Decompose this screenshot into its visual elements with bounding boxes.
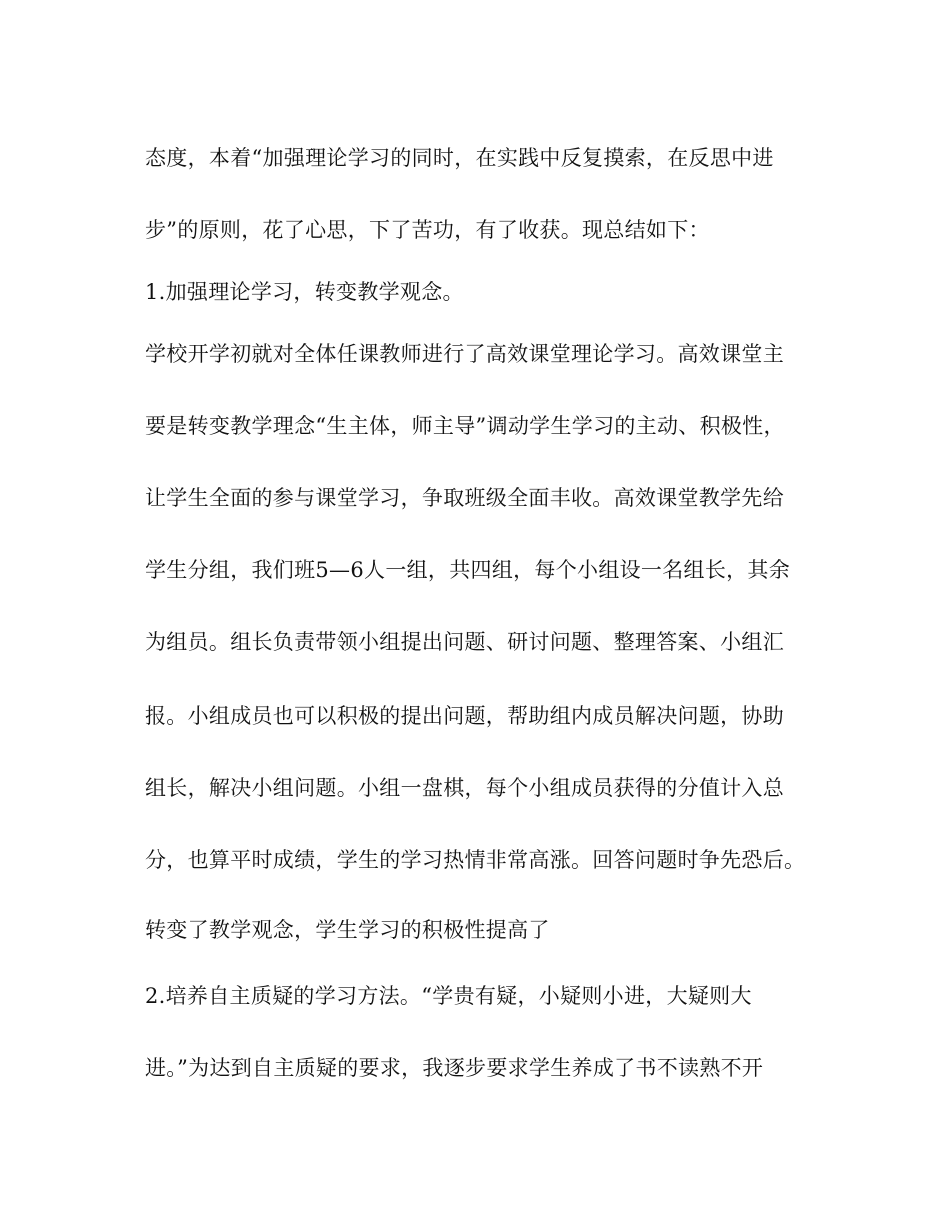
text-line: 学生分组，我们班5—6人一组，共四组，每个小组设一名组长，其余 [145,558,791,582]
text-line: 转变了教学观念，学生学习的积极性提高了 [145,918,550,942]
text-line: 让学生全面的参与课堂学习，争取班级全面丰收。高效课堂教学先给 [145,486,784,510]
section-heading: 2.培养自主质疑的学习方法。“学贵有疑，小疑则小进，大疑则大 [145,984,752,1008]
text-line: 组长，解决小组问题。小组一盘棋，每个小组成员获得的分值计入总 [145,776,784,800]
text-line: 为组员。组长负责带领小组提出问题、研讨问题、整理答案、小组汇 [145,630,784,654]
text-line: 学校开学初就对全体任课教师进行了高效课堂理论学习。高效课堂主 [145,342,784,366]
text-line: 进。”为达到自主质疑的要求，我逐步要求学生养成了书不读熟不开 [145,1056,764,1080]
text-line: 步”的原则，花了心思，下了苦功，有了收获。现总结如下： [145,218,710,242]
text-line: 要是转变教学理念“生主体，师主导”调动学生学习的主动、积极性， [145,414,785,438]
text-line: 报。小组成员也可以积极的提出问题，帮助组内成员解决问题，协助 [145,704,784,728]
text-line: 分，也算平时成绩，学生的学习热情非常高涨。回答问题时争先恐后。 [145,848,806,872]
text-line: 态度，本着“加强理论学习的同时，在实践中反复摸索，在反思中进 [145,146,774,170]
section-heading: 1.加强理论学习，转变教学观念。 [145,280,464,304]
